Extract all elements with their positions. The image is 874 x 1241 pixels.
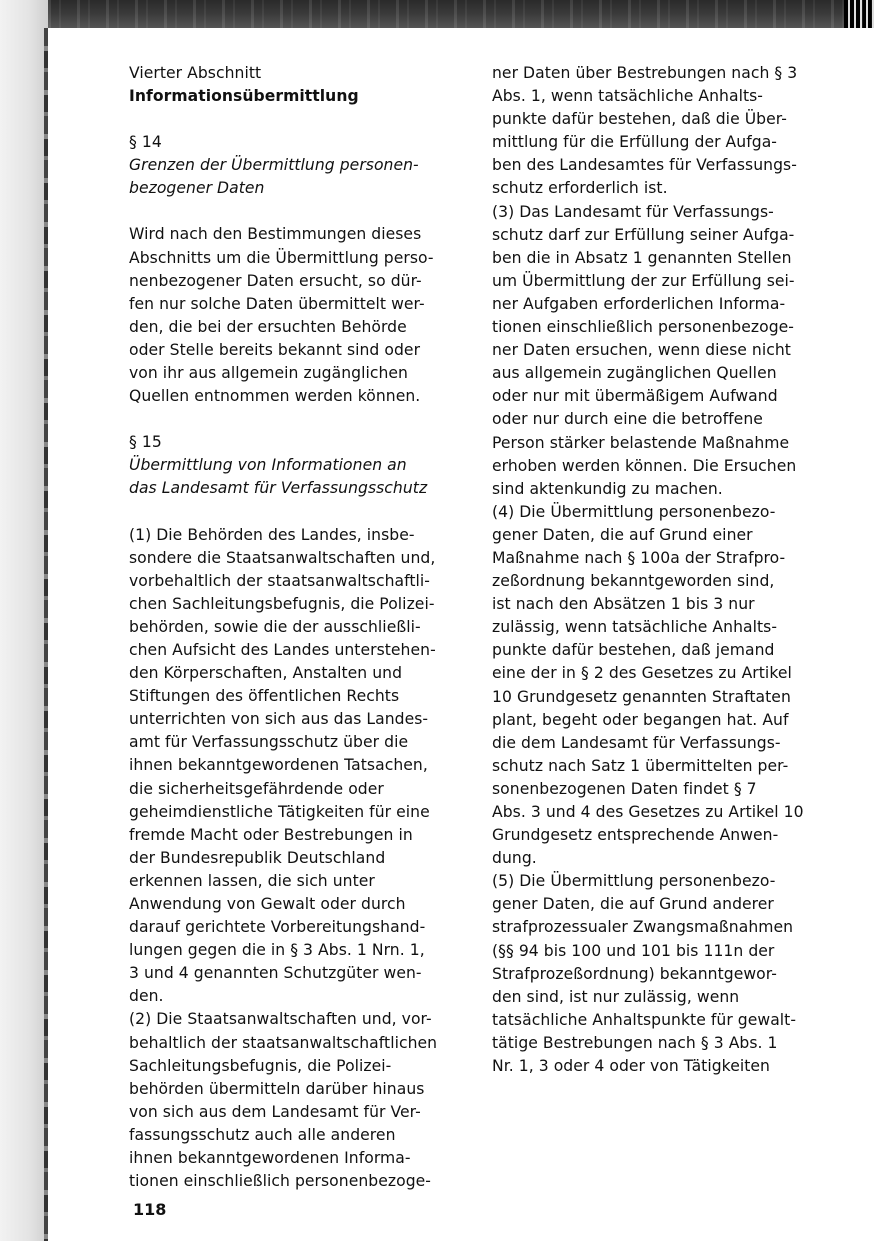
text-line: die sicherheitsgefährdende oder bbox=[129, 779, 384, 798]
section-14-title-line-2: bezogener Daten bbox=[129, 179, 265, 198]
text-line: unterrichten von sich aus das Landes- bbox=[129, 710, 429, 729]
text-line: fremde Macht oder Bestrebungen in bbox=[129, 825, 413, 844]
text-line: Maßnahme nach § 100a der Strafpro- bbox=[492, 548, 786, 567]
text-line: ihnen bekanntgewordenen Tatsachen, bbox=[129, 756, 428, 775]
text-line: geheimdienstliche Tätigkeiten für eine bbox=[129, 802, 430, 821]
text-line: erhoben werden können. Die Ersuchen bbox=[492, 456, 797, 475]
text-line: 10 Grundgesetz genannten Straftaten bbox=[492, 687, 791, 706]
text-line: sind aktenkundig zu machen. bbox=[492, 479, 723, 498]
text-line: zeßordnung bekanntgeworden sind, bbox=[492, 572, 775, 591]
text-line: (4) Die Übermittlung personenbezo- bbox=[492, 502, 776, 521]
text-line: Quellen entnommen werden können. bbox=[129, 387, 421, 406]
text-line: tatsächliche Anhaltspunkte für gewalt- bbox=[492, 1010, 797, 1029]
text-line: vorbehaltlich der staatsanwaltschaftli- bbox=[129, 571, 430, 590]
text-line: den, die bei der ersuchten Behörde bbox=[129, 317, 407, 336]
scan-corner-mark bbox=[844, 0, 874, 28]
text-line: mittlung für die Erfüllung der Aufga- bbox=[492, 133, 777, 152]
text-line: Strafprozeßordnung) bekanntgewor- bbox=[492, 964, 777, 983]
text-line: Anwendung von Gewalt oder durch bbox=[129, 895, 406, 913]
text-line: nenbezogener Daten ersucht, so dür- bbox=[129, 271, 422, 290]
text-line: den Körperschaften, Anstalten und bbox=[129, 664, 403, 683]
text-line: punkte dafür bestehen, daß jemand bbox=[492, 641, 775, 660]
text-line: amt für Verfassungsschutz über die bbox=[129, 733, 409, 752]
section-15-body bbox=[129, 524, 469, 1194]
text-line: Abs. 3 und 4 des Gesetzes zu Artikel 10 bbox=[492, 803, 804, 821]
page-number: 118 bbox=[133, 1200, 167, 1219]
text-line: ner Daten ersuchen, wenn diese nicht bbox=[492, 341, 791, 360]
text-line: tätige Bestrebungen nach § 3 Abs. 1 bbox=[492, 1033, 778, 1052]
text-line: die dem Landesamt für Verfassungs- bbox=[492, 733, 781, 752]
text-line: 3 und 4 genannten Schutzgüter wen- bbox=[129, 964, 422, 983]
section-14-body bbox=[129, 223, 469, 408]
section-14-title-line-1: Grenzen der Übermittlung personen- bbox=[129, 156, 419, 175]
text-line: Person stärker belastende Maßnahme bbox=[492, 433, 790, 452]
section-15-title-line-1: Übermittlung von Informationen an bbox=[129, 456, 407, 475]
text-line: Abs. 1, wenn tatsächliche Anhalts- bbox=[492, 87, 763, 106]
text-line: tionen einschließlich personenbezoge- bbox=[129, 1172, 431, 1191]
text-line: oder Stelle bereits bekannt sind oder bbox=[129, 340, 421, 359]
text-line: gener Daten, die auf Grund einer bbox=[492, 525, 753, 544]
text-line: eine der in § 2 des Gesetzes zu Artikel bbox=[492, 664, 792, 683]
text-line: (2) Die Staatsanwaltschaften und, vor- bbox=[129, 1010, 432, 1029]
text-line: ner Daten über Bestrebungen nach § 3 bbox=[492, 64, 798, 82]
scan-binding-edge bbox=[0, 0, 48, 1241]
section-15-number: § 15 bbox=[129, 433, 162, 452]
text-line: (1) Die Behörden des Landes, insbe- bbox=[129, 525, 415, 544]
text-line: behörden übermitteln darüber hinaus bbox=[129, 1079, 425, 1098]
text-line: ihnen bekanntgewordenen Informa- bbox=[129, 1149, 411, 1168]
text-line: zulässig, wenn tatsächliche Anhalts- bbox=[492, 618, 777, 637]
text-line: von ihr aus allgemein zugänglichen bbox=[129, 364, 408, 383]
chapter-label: Vierter Abschnitt bbox=[129, 64, 262, 82]
text-line: den sind, ist nur zulässig, wenn bbox=[492, 987, 740, 1006]
text-line: schutz darf zur Erfüllung seiner Aufga- bbox=[492, 225, 795, 244]
scan-top-edge bbox=[48, 0, 874, 28]
text-line: behörden, sowie die der ausschließli- bbox=[129, 617, 421, 636]
right-column bbox=[492, 62, 832, 1078]
text-line: ben des Landesamtes für Verfassungs- bbox=[492, 156, 797, 175]
text-line: fassungsschutz auch alle anderen bbox=[129, 1125, 396, 1144]
section-14-number: § 14 bbox=[129, 133, 162, 152]
text-line: schutz nach Satz 1 übermittelten per- bbox=[492, 756, 789, 775]
text-line: oder nur mit übermäßigem Aufwand bbox=[492, 387, 778, 406]
text-line: ner Aufgaben erforderlichen Informa- bbox=[492, 294, 786, 313]
text-line: darauf gerichtete Vorbereitungshand- bbox=[129, 918, 426, 937]
text-line: sondere die Staatsanwaltschaften und, bbox=[129, 548, 436, 567]
text-line: sonenbezogenen Daten findet § 7 bbox=[492, 779, 757, 798]
binding-strip bbox=[44, 28, 48, 1241]
text-line: Abschnitts um die Übermittlung perso- bbox=[129, 248, 434, 267]
text-line: (3) Das Landesamt für Verfassungs- bbox=[492, 202, 774, 221]
text-line: punkte dafür bestehen, daß die Über- bbox=[492, 110, 787, 129]
text-line: fen nur solche Daten übermittelt wer- bbox=[129, 294, 425, 313]
text-line: Wird nach den Bestimmungen dieses bbox=[129, 225, 422, 244]
text-line: plant, begeht oder begangen hat. Auf bbox=[492, 710, 789, 729]
text-line: behaltlich der staatsanwaltschaftlichen bbox=[129, 1033, 438, 1052]
left-column bbox=[129, 62, 469, 1193]
text-line: dung. bbox=[492, 849, 537, 868]
text-line: tionen einschließlich personenbezoge- bbox=[492, 318, 794, 337]
text-line: Nr. 1, 3 oder 4 oder von Tätigkeiten bbox=[492, 1057, 770, 1076]
chapter-title: Informationsübermittlung bbox=[129, 87, 359, 106]
text-line: den. bbox=[129, 987, 164, 1006]
text-line: erkennen lassen, die sich unter bbox=[129, 871, 375, 890]
text-line: ist nach den Absätzen 1 bis 3 nur bbox=[492, 595, 755, 614]
text-line: Grundgesetz entsprechende Anwen- bbox=[492, 826, 779, 845]
text-line: gener Daten, die auf Grund anderer bbox=[492, 895, 774, 914]
text-line: strafprozessualer Zwangsmaßnahmen bbox=[492, 918, 794, 937]
text-line: um Übermittlung der zur Erfüllung sei- bbox=[492, 271, 795, 290]
text-line: chen Aufsicht des Landes unterstehen- bbox=[129, 640, 436, 659]
text-line: Stiftungen des öffentlichen Rechts bbox=[129, 687, 400, 706]
text-line: der Bundesrepublik Deutschland bbox=[129, 848, 386, 867]
text-line: ben die in Absatz 1 genannten Stellen bbox=[492, 248, 792, 267]
text-line: schutz erforderlich ist. bbox=[492, 179, 668, 198]
text-line: von sich aus dem Landesamt für Ver- bbox=[129, 1102, 421, 1121]
text-line: aus allgemein zugänglichen Quellen bbox=[492, 364, 777, 383]
text-line: chen Sachleitungsbefugnis, die Polizei- bbox=[129, 594, 435, 613]
text-line: (§§ 94 bis 100 und 101 bis 111n der bbox=[492, 941, 775, 960]
text-line: (5) Die Übermittlung personenbezo- bbox=[492, 872, 776, 891]
text-line: oder nur durch eine die betroffene bbox=[492, 410, 763, 429]
text-line: Sachleitungsbefugnis, die Polizei- bbox=[129, 1056, 392, 1075]
section-15-title-line-2: das Landesamt für Verfassungsschutz bbox=[129, 479, 428, 498]
text-line: lungen gegen die in § 3 Abs. 1 Nrn. 1, bbox=[129, 941, 425, 960]
